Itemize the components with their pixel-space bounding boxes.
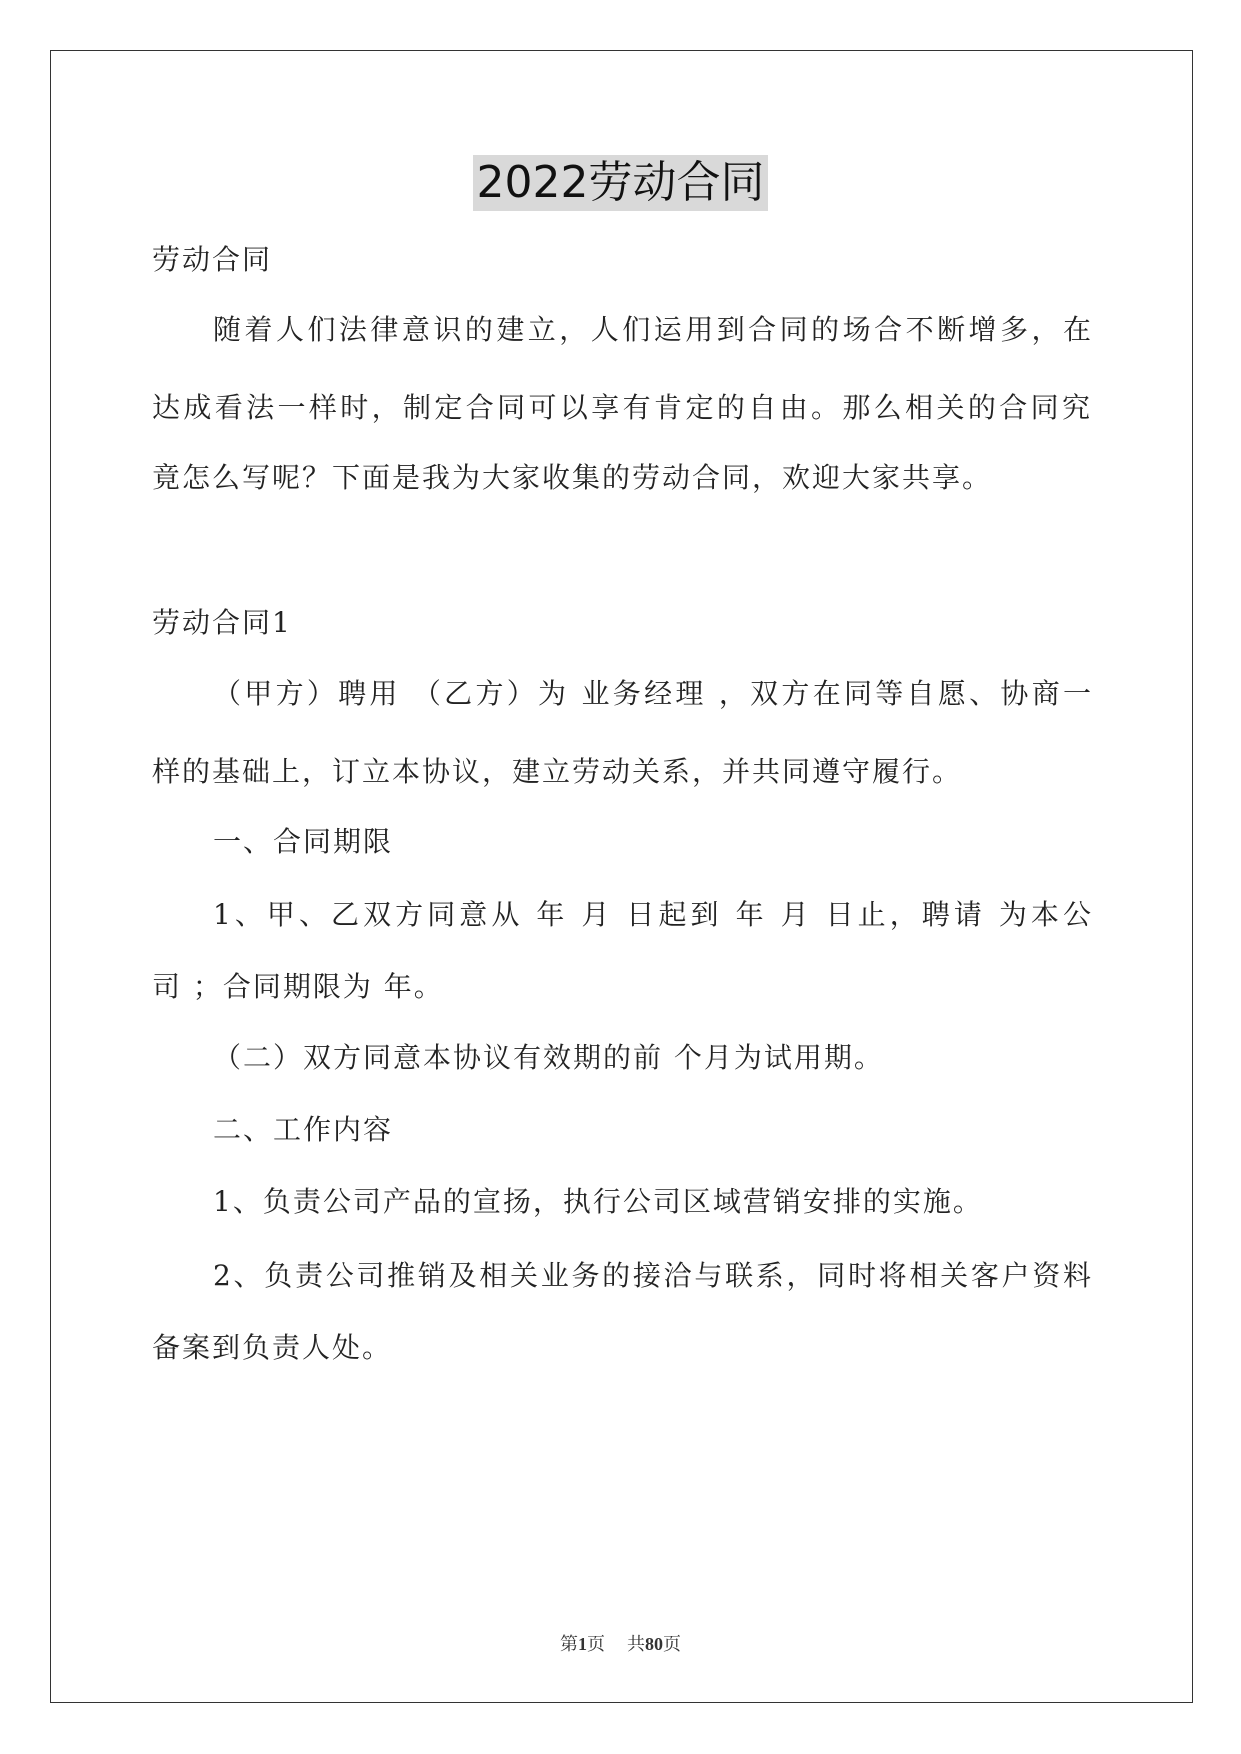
page-total: 80 bbox=[645, 1634, 663, 1654]
paragraph-line: （甲方）聘用 （乙方）为 业务经理 ，双方在同等自愿、协商一 bbox=[213, 677, 1093, 710]
clause-heading: 一、合同期限 bbox=[213, 825, 394, 858]
title-container bbox=[0, 155, 1241, 211]
paragraph-line: 司 ；合同期限为 年。 bbox=[152, 970, 444, 1003]
paragraph-line: （二）双方同意本协议有效期的前 个月为试用期。 bbox=[213, 1041, 884, 1074]
clause-heading: 二、工作内容 bbox=[213, 1113, 394, 1146]
paragraph-line: 竟怎么写呢？下面是我为大家收集的劳动合同，欢迎大家共享。 bbox=[152, 461, 993, 494]
page-current: 1 bbox=[578, 1634, 587, 1654]
paragraph-line: 样的基础上，订立本协议，建立劳动关系，并共同遵守履行。 bbox=[152, 755, 963, 788]
page-border bbox=[50, 50, 1193, 1703]
paragraph-line: 随着人们法律意识的建立，人们运用到合同的场合不断增多，在 bbox=[213, 313, 1093, 346]
section-heading: 劳动合同1 bbox=[152, 606, 292, 639]
page-footer bbox=[0, 1632, 1241, 1657]
paragraph-line: 2、负责公司推销及相关业务的接洽与联系，同时将相关客户资料 bbox=[213, 1259, 1093, 1292]
page-prefix: 第 bbox=[560, 1634, 578, 1655]
paragraph-line: 1、甲、乙双方同意从 年 月 日起到 年 月 日止，聘请 为本公 bbox=[213, 898, 1093, 931]
paragraph-line: 备案到负责人处。 bbox=[152, 1331, 393, 1364]
page-suffix: 页 bbox=[587, 1634, 605, 1655]
paragraph-line: 达成看法一样时，制定合同可以享有肯定的自由。那么相关的合同究 bbox=[152, 391, 1092, 424]
document-title: 2022劳动合同 bbox=[473, 155, 769, 211]
total-suffix: 页 bbox=[663, 1634, 681, 1655]
total-prefix: 共 bbox=[627, 1634, 645, 1655]
section-heading: 劳动合同 bbox=[152, 243, 273, 276]
paragraph-line: 1、负责公司产品的宣扬，执行公司区域营销安排的实施。 bbox=[213, 1185, 983, 1218]
